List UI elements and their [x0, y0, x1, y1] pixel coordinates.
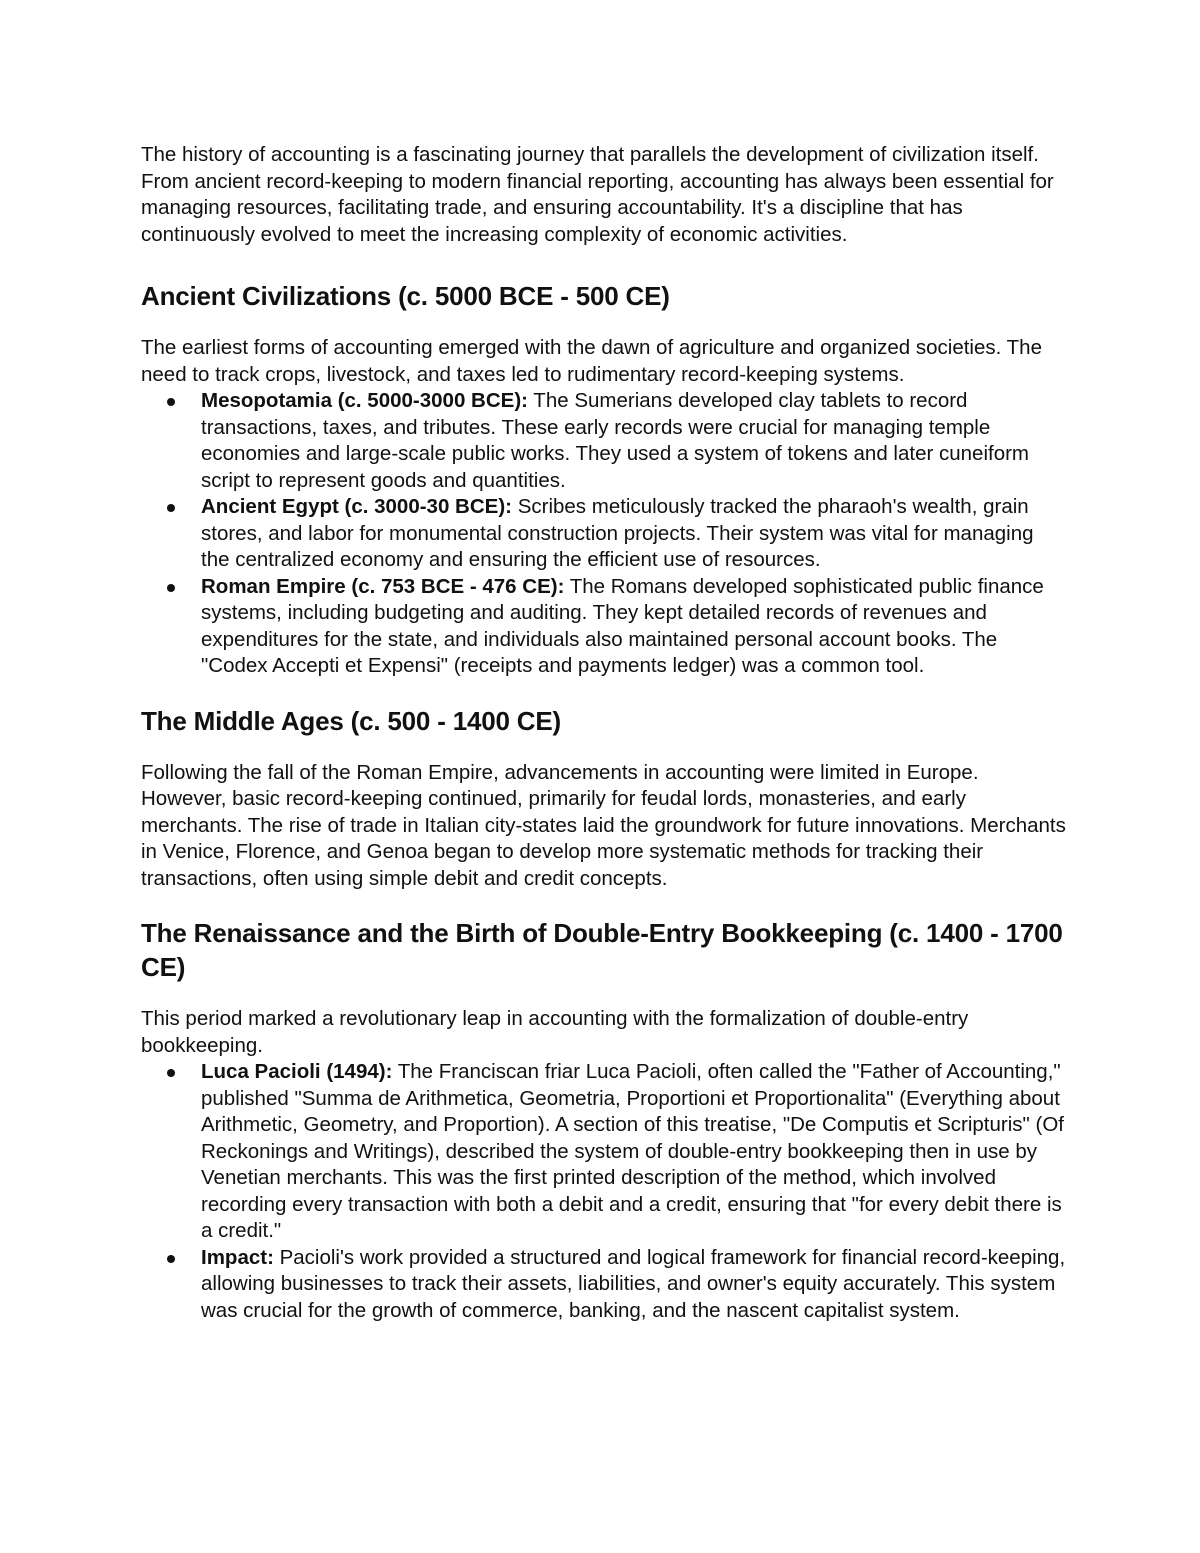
- list-item-text: The Sumerians developed clay tablets to record transactions, taxes, and tributes. These early records were crucial for managing temple economies and large-scale public works. They used a system of tokens and later cuneiform script to represent goods and quantities.: [201, 389, 1030, 492]
- list-item-term: Impact:: [201, 1245, 274, 1269]
- document-page: [141, 142, 1066, 1324]
- list-item-ancient-egypt: [141, 494, 1066, 574]
- heading-ancient-civilizations: Ancient Civilizations (c. 5000 BCE - 500 CE): [141, 281, 670, 311]
- list-item-impact: [141, 1245, 1066, 1325]
- list-item-term: Luca Pacioli (1494):: [201, 1060, 393, 1083]
- middle-ages-paragraph: Following the fall of the Roman Empire, advancements in accounting were limited in Europe. However, basic record-keeping continued, primarily for feudal lords, monasteries, and early merchants. The rise of trade in Italian city-states laid the groundwork for future innovations. Merchants in Venice, Florence, and Genoa began to develop more systematic methods for tracking their transactions, often using simple debit and credit concepts.: [141, 760, 1066, 890]
- bullet-icon: [167, 398, 175, 406]
- list-item-roman-empire: [141, 574, 1066, 680]
- list-item-term: Ancient Egypt (c. 3000-30 BCE):: [201, 495, 512, 518]
- intro-paragraph: The history of accounting is a fascinating journey that parallels the development of civilization itself. From ancient record-keeping to modern financial reporting, accounting has always been essential for managing resources, facilitating trade, and ensuring accountability. It's a discipline that has continuously evolved to meet the increasing complexity of economic activities.: [141, 143, 1054, 246]
- list-item-text: The Romans developed sophisticated public finance systems, including budgeting and auditing. They kept detailed records of revenues and expenditures for the state, and individuals also maintained personal account books. The "Codex Accepti et Expensi" (receipts and payments ledger) was a common tool.: [201, 574, 1044, 677]
- list-item-text: Scribes meticulously tracked the pharaoh's wealth, grain stores, and labor for monumental construction projects. Their system was vital for managing the centralized economy and ensuring the efficient use of resources.: [201, 495, 1034, 571]
- list-item-term: Mesopotamia (c. 5000-3000 BCE):: [201, 389, 528, 412]
- ancient-paragraph: The earliest forms of accounting emerged with the dawn of agriculture and organized societies. The need to track crops, livestock, and taxes led to rudimentary record-keeping systems.: [141, 336, 1042, 386]
- list-item-mesopotamia: [141, 388, 1066, 494]
- bullet-icon: [167, 1069, 175, 1077]
- bullet-icon: [167, 584, 175, 592]
- list-item-luca-pacioli: [141, 1059, 1066, 1245]
- ancient-list: [141, 388, 1066, 680]
- heading-middle-ages: The Middle Ages (c. 500 - 1400 CE): [141, 705, 561, 736]
- renaissance-paragraph: This period marked a revolutionary leap in accounting with the formalization of double-entry bookkeeping.: [141, 1007, 969, 1057]
- list-item-text: Pacioli's work provided a structured and logical framework for financial record-keeping, allowing businesses to track their assets, liabilities, and owner's equity accurately. This system was crucial for the growth of commerce, banking, and the nascent capitalist system.: [201, 1245, 1066, 1322]
- heading-renaissance: The Renaissance and the Birth of Double-Entry Bookkeeping (c. 1400 - 1700 CE): [141, 918, 1063, 982]
- list-item-term: Roman Empire (c. 753 BCE - 476 CE):: [201, 574, 565, 598]
- renaissance-list: [141, 1059, 1066, 1324]
- list-item-text: The Franciscan friar Luca Pacioli, often called the "Father of Accounting," published "Summa de Arithmetica, Geometria, Proportioni et Proportionalita" (Everything about Arithmetic, Geometry, and Proportion). A section of this treatise, "De Computis et Scripturis" (Of Reckonings and Writings), described the system of double-entry bookkeeping then in use by Venetian merchants. This was the first printed description of the method, which involved recording every transaction with both a debit and a credit, ensuring that "for every debit there is a credit.": [201, 1060, 1064, 1242]
- bullet-icon: [167, 1255, 175, 1263]
- bullet-icon: [167, 504, 175, 512]
